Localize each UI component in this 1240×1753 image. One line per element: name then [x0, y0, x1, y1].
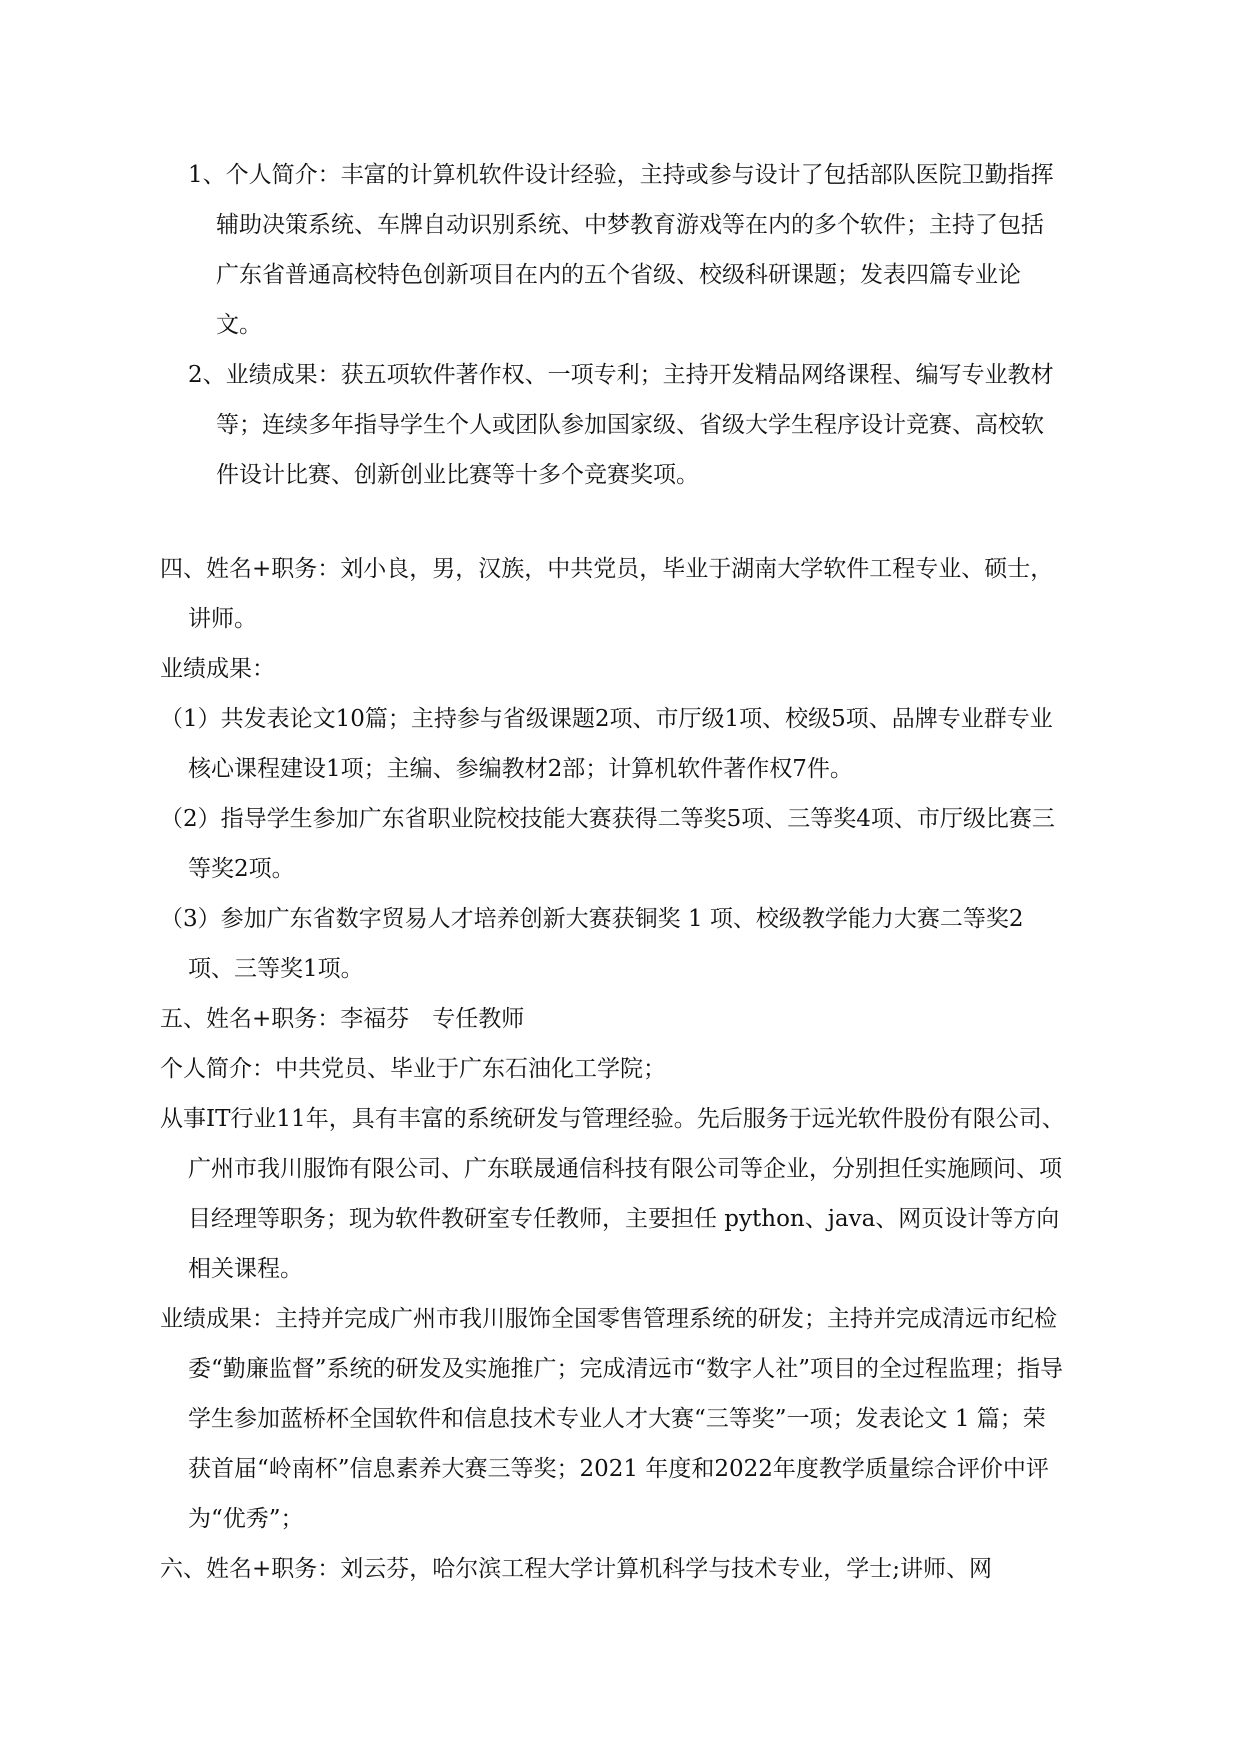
achievements-label: 业绩成果： — [160, 656, 275, 682]
document-body — [160, 150, 1065, 1594]
person-five-achievements: 业绩成果：主持并完成广州市我川服饰全国零售管理系统的研发；主持并完成清远市纪检委“勤廉监督”系统的研发及实施推广；完成清远市“数字人社”项目的全过程监理；指导学生参加蓝桥杯全国软件和信息技术专业人才大赛“三等奖”一项；发表论文 1 篇；荣获首届“岭南杯”信息素养大赛三等奖；2021 年度和2022年度教学质量综合评价中评为“优秀”； — [160, 1306, 1064, 1532]
achievement-item-3: （3）参加广东省数字贸易人才培养创新大赛获铜奖 1 项、校级教学能力大赛二等奖2项、三等奖1项。 — [160, 906, 1024, 982]
profile-paragraph: 1、个人简介：丰富的计算机软件设计经验，主持或参与设计了包括部队医院卫勤指挥辅助决策系统、车牌自动识别系统、中梦教育游戏等在内的多个软件；主持了包括广东省普通高校特色创新项目在内的五个省级、校级科研课题；发表四篇专业论文。 — [188, 162, 1054, 338]
person-six-heading: 六、姓名+职务：刘云芬，哈尔滨工程大学计算机科学与技术专业，学士;讲师、网 — [160, 1556, 993, 1582]
achievements-paragraph: 2、业绩成果：获五项软件著作权、一项专利；主持开发精品网络课程、编写专业教材等；连续多年指导学生个人或团队参加国家级、省级大学生程序设计竞赛、高校软件设计比赛、创新创业比赛等十多个竞赛奖项。 — [188, 362, 1054, 488]
person-five-experience: 从事IT行业11年，具有丰富的系统研发与管理经验。先后服务于远光软件股份有限公司、广州市我川服饰有限公司、广东联晟通信科技有限公司等企业，分别担任实施顾问、项目经理等职务；现为软件教研室专任教师，主要担任 python、java、网页设计等方向相关课程。 — [160, 1106, 1065, 1282]
person-four-heading: 四、姓名+职务：刘小良，男，汉族，中共党员，毕业于湖南大学软件工程专业、硕士，讲师。 — [160, 556, 1054, 632]
achievement-item-1: （1）共发表论文10篇；主持参与省级课题2项、市厅级1项、校级5项、品牌专业群专业核心课程建设1项；主编、参编教材2部；计算机软件著作权7件。 — [160, 706, 1053, 782]
achievement-item-2: （2）指导学生参加广东省职业院校技能大赛获得二等奖5项、三等奖4项、市厅级比赛三等奖2项。 — [160, 806, 1055, 882]
person-five-heading: 五、姓名+职务：李福芬 专任教师 — [160, 1006, 525, 1032]
person-five-profile: 个人简介：中共党员、毕业于广东石油化工学院； — [160, 1056, 666, 1082]
